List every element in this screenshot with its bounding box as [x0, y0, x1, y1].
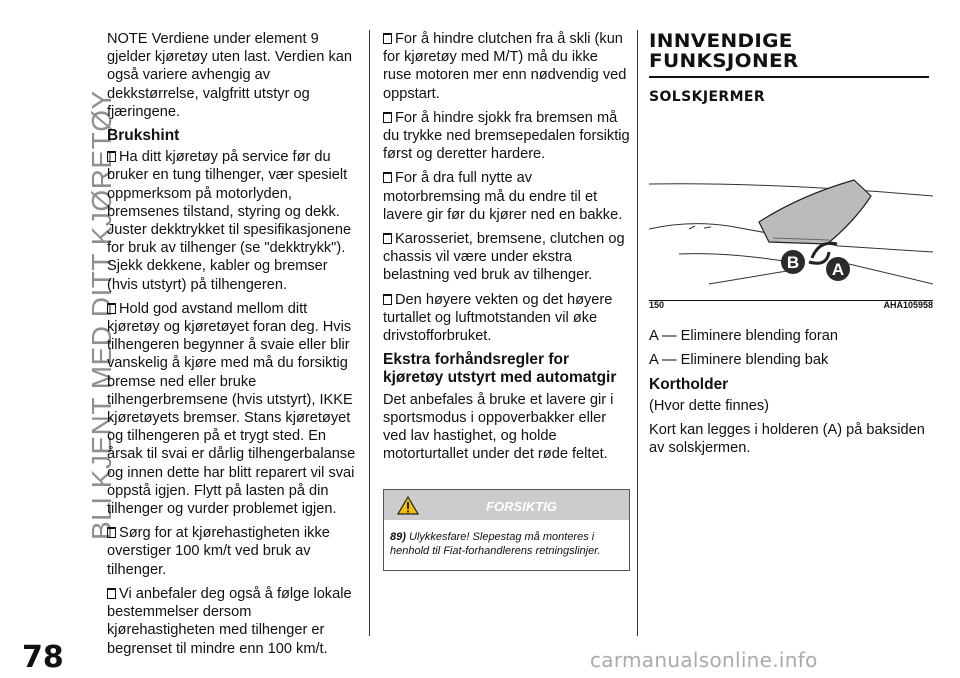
bullet-item	[107, 585, 362, 658]
caution-text	[384, 520, 629, 570]
card-holder-note: (Hvor dette finnes)	[649, 397, 770, 414]
bullet-text: For å dra full nytte av motorbremsing må du endre til et lavere gir før du kjører ned en bakke.	[383, 170, 623, 223]
caution-box	[383, 489, 630, 571]
bullet-box-icon	[383, 294, 392, 305]
card-holder-heading: Kortholder	[649, 375, 729, 393]
bullet-item	[383, 291, 630, 346]
bullet-box-icon	[107, 527, 116, 538]
bullet-item	[383, 30, 630, 103]
bullet-box-icon	[107, 151, 116, 162]
bullet-item	[383, 109, 630, 164]
bullet-item	[107, 524, 362, 579]
caution-title: FORSIKTIG	[486, 499, 557, 515]
side-section-title-text: BLI KJENT MED DITT KJØRETØY	[86, 90, 117, 540]
subsection-title: SOLSKJERMER	[649, 89, 766, 105]
bullet-item	[107, 148, 362, 294]
column-3	[649, 30, 939, 463]
bullet-item	[383, 230, 630, 285]
column-2	[383, 30, 630, 571]
bullet-text: Vi anbefaler deg også å følge lokale bestemmelser dersom kjørehastigheten med tilhenger er begrenset til mindre enn 100 km/t.	[107, 585, 352, 657]
note-paragraph: NOTE Verdiene under element 9 gjelder kjøretøy uten last. Verdien kan også variere avhengig av dekkstørrelse, valgfritt utstyr og fjæringene.	[107, 31, 352, 120]
bullet-text: Ha ditt kjøretøy på service før du bruker en tung tilhenger, vær spesielt oppmerksom på motorlyden, bremsenes tilstand, styring og dekk. Juster dekktrykket til spesifikasjonene for bruk av tilhenger (se "dekktrykk"). Sjekk dekkene, kabler og bremser (hvis utstyrt) på tilhengeren.	[107, 149, 352, 293]
bullet-box-icon	[107, 303, 116, 314]
figure-label-b: B	[786, 253, 800, 273]
bullet-box-icon	[383, 33, 392, 44]
figure-number: 150	[649, 300, 665, 310]
card-holder-paragraph: Kort kan legges i holderen (A) på baksiden av solskjermen.	[649, 422, 925, 457]
side-section-title	[52, 20, 117, 540]
bullet-text: Hold god avstand mellom ditt kjøretøy og kjøretøyet foran deg. Hvis tilhengeren begynner å svaie eller blir vanskelig å kjøre med må du forsiktig bremse ned eller bruke tilhengerbremsene (hvis utstyrt), IKKE kjøretøyets bremser. Stans kjøretøyet og tilhengeren på et trygt sted. En årsak til svai er dårlig tilhengerbalanse og innen dette har blitt reparert vil svai oppstå igjen. Flytt på lasten på din tilhenger og vurder problemet igjen.	[107, 300, 356, 518]
bullet-box-icon	[383, 112, 392, 123]
column-1	[107, 30, 362, 664]
visor-item: A — Eliminere blending bak	[649, 352, 829, 369]
watermark: carmanualsonline.info	[590, 648, 818, 672]
bullet-box-icon	[383, 172, 392, 183]
figure-label-a: A	[831, 260, 845, 280]
sun-visor-illustration	[649, 134, 933, 300]
visor-description	[649, 327, 939, 457]
automatic-gear-heading: Ekstra forhåndsregler for kjøretøy utstyrt med automatgir	[383, 351, 617, 387]
column-divider	[369, 30, 370, 636]
bullet-text: Sørg for at kjørehastigheten ikke overstiger 100 km/t ved bruk av tilhenger.	[107, 525, 330, 578]
bullet-text: Den høyere vekten og det høyere turtallet og luftmotstanden vil øke drivstofforbruket.	[383, 291, 613, 345]
section-title-line-2: FUNKSJONER	[649, 50, 799, 72]
bullet-item	[107, 300, 362, 518]
bullet-item	[383, 169, 630, 224]
page-number: 78	[22, 640, 64, 675]
visor-item: A — Eliminere blending foran	[649, 328, 839, 345]
figure-code: AHA105958	[883, 300, 933, 310]
sun-visor-figure	[649, 134, 933, 310]
bullet-box-icon	[107, 588, 116, 599]
caution-body-text: Ulykkesfare! Slepestag må monteres i henhold til Fiat-forhandlerens retningslinjer.	[390, 531, 601, 558]
section-title-line-1: INNVENDIGE	[649, 30, 793, 52]
caution-number: 89)	[390, 531, 406, 544]
bullet-text: For å hindre clutchen fra å skli (kun for kjøretøy med M/T) må du ikke ruse motoren mer enn nødvendig ved oppstart.	[383, 31, 627, 102]
bullet-box-icon	[383, 233, 392, 244]
usage-tips-heading: Brukshint	[107, 127, 180, 145]
section-rule	[649, 76, 929, 78]
caution-header	[384, 490, 629, 520]
bullet-text: Karosseriet, bremsene, clutchen og chassis vil være under ekstra belastning ved bruk av tilhenger.	[383, 231, 625, 284]
automatic-gear-paragraph: Det anbefales å bruke et lavere gir i sportsmodus i oppoverbakker eller ved lav hastighet, og holde motorturtallet under det røde feltet.	[383, 391, 614, 463]
bullet-text: For å hindre sjokk fra bremsen må du trykke ned bremsepedalen forsiktig først og deretter hardere.	[383, 109, 630, 163]
column-divider	[637, 30, 638, 636]
